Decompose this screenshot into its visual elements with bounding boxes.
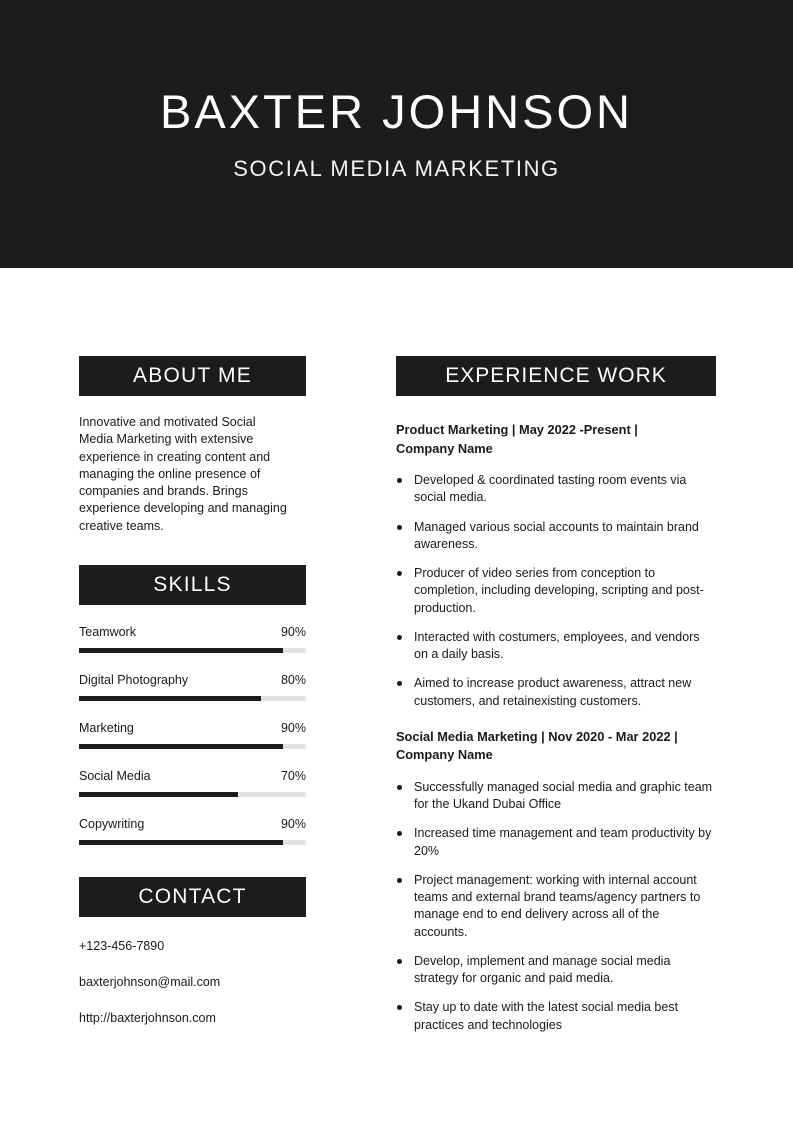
contact-section [79,877,306,1025]
skill-percent: 80% [280,672,306,687]
skill-item [79,769,306,797]
about-text: Innovative and motivated Social Media Marketing with extensive experience in creating content and managing the online presence of companies and brands. Brings experience developing and managing creative teams. [79,415,287,533]
job-bullet: Project management: working with internal account teams and external brand teams/agency partners to manage end to end delivery across all of the accounts. [396,872,716,941]
skill-label: Digital Photography [79,672,189,687]
job-bullet-list [396,472,716,710]
job-bullet: Aimed to increase product awareness, attract new customers, and retainexisting customers. [396,675,716,710]
experience-section-title: EXPERIENCE WORK [396,356,716,396]
skill-progress-track [79,840,306,845]
skill-label: Marketing [79,720,134,735]
contact-section-title: CONTACT [79,877,306,917]
skill-label: Social Media [79,768,151,783]
skill-percent: 70% [280,768,306,783]
contact-phone[interactable]: +123-456-7890 [79,938,165,953]
left-column [79,356,306,1025]
skill-progress-fill [79,792,238,797]
skill-progress-fill [79,696,261,701]
job-bullet: Develop, implement and manage social media strategy for organic and paid media. [396,953,716,988]
job-bullet: Successfully managed social media and graphic team for the Ukand Dubai Office [396,779,716,814]
skills-section [79,565,306,845]
job-bullet: Interacted with costumers, employees, and vendors on a daily basis. [396,629,716,664]
candidate-role: SOCIAL MEDIA MARKETING [233,155,560,181]
skill-progress-track [79,648,306,653]
skills-section-title: SKILLS [79,565,306,605]
experience-job [396,421,716,710]
contact-website[interactable]: http://baxterjohnson.com [79,1010,216,1025]
skill-progress-fill [79,840,283,845]
skill-label: Teamwork [79,624,136,639]
skill-percent: 90% [280,720,306,735]
about-section-title: ABOUT ME [79,356,306,396]
skill-label: Copywriting [79,816,145,831]
job-heading: Social Media Marketing | Nov 2020 - Mar 2022 | Company Name [396,728,678,763]
skill-percent: 90% [280,816,306,831]
skill-progress-fill [79,744,283,749]
job-bullet: Increased time management and team productivity by 20% [396,825,716,860]
resume-header [0,0,793,268]
skill-item [79,625,306,653]
right-column [396,356,716,1046]
job-heading: Product Marketing | May 2022 -Present | Company Name [396,422,638,456]
skill-progress-track [79,744,306,749]
job-bullet-list [396,779,716,1034]
skill-item [79,817,306,845]
experience-job [396,728,716,1034]
skill-progress-track [79,792,306,797]
job-bullet: Producer of video series from conception to completion, including developing, scripting and post-production. [396,565,716,617]
skill-percent: 90% [280,624,306,639]
skill-item [79,673,306,701]
job-bullet: Developed & coordinated tasting room events via social media. [396,472,716,507]
skill-progress-track [79,696,306,701]
skill-progress-fill [79,648,283,653]
contact-email[interactable]: baxterjohnson@mail.com [79,974,221,989]
candidate-name: BAXTER JOHNSON [160,85,633,139]
job-bullet: Managed various social accounts to maintain brand awareness. [396,519,716,554]
skill-item [79,721,306,749]
job-bullet: Stay up to date with the latest social media best practices and technologies [396,999,716,1034]
